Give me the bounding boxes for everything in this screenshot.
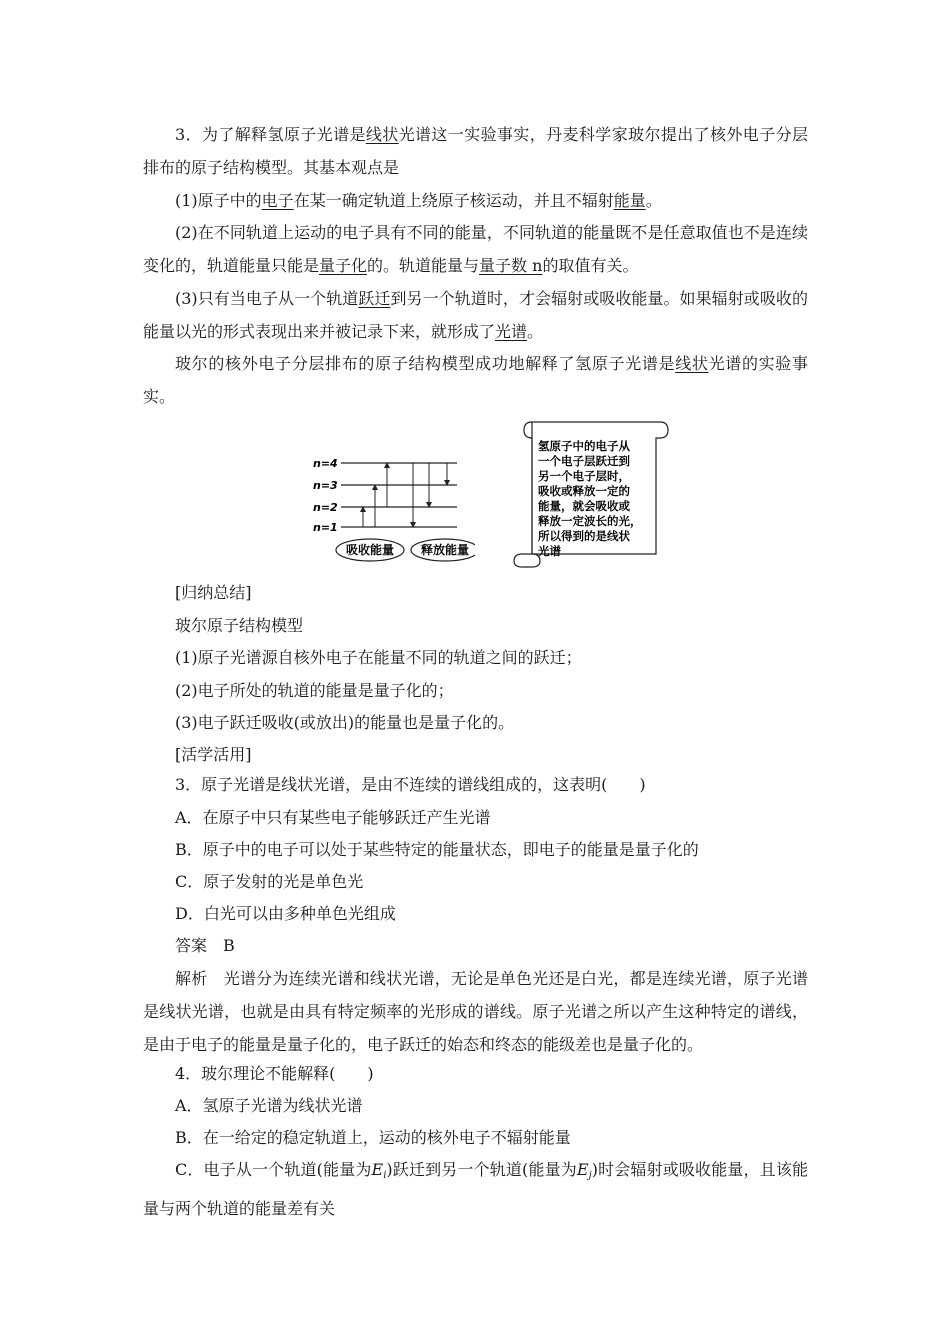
energy-level-diagram xyxy=(305,455,475,565)
underlined-term: 电子 xyxy=(261,191,294,210)
scroll-line-3: 另一个电子层时， xyxy=(538,469,630,483)
scroll-line-7: 所以得到的是线状 xyxy=(538,529,630,543)
summary-title: 玻尔原子结构模型 xyxy=(175,616,304,635)
scroll-line-6: 释放一定波长的光， xyxy=(538,514,642,528)
underlined-term: 跃迁 xyxy=(358,289,391,308)
scroll-top-curl xyxy=(524,422,532,438)
release-label: 释放能量 xyxy=(420,543,470,557)
underlined-term: 线状 xyxy=(675,354,709,373)
question-3-answer: 答案 B xyxy=(175,936,235,955)
question-3-stem: 3．原子光谱是线状光谱，是由不连续的谱线组成的，这表明( ) xyxy=(175,775,646,794)
absorb-label: 吸收能量 xyxy=(345,543,395,557)
scroll-line-1: 氢原子中的电子从 xyxy=(538,439,630,453)
text: 的。轨道能量与 xyxy=(367,256,480,275)
text: 。 xyxy=(527,322,544,341)
text: 3．为了解释氢原子光谱是 xyxy=(175,125,366,144)
underlined-term: 能量 xyxy=(613,191,646,210)
text: 光谱这一实验事实，丹麦科学家玻尔提出了核外电子分层排布的原子结构模型。其基本观点是 xyxy=(143,125,808,177)
scroll-line-4: 吸收或释放一定的 xyxy=(538,484,630,498)
text: )时会辐射或吸收能量，且该能量与两个轨道的能量差有关 xyxy=(143,1160,808,1218)
text: )跃迁到另一个轨道(能量为 xyxy=(386,1160,577,1179)
intro-paragraph-4 xyxy=(143,282,808,348)
scroll-note xyxy=(510,416,670,568)
text: 在某一确定轨道上绕原子核运动，并且不辐射 xyxy=(293,191,614,210)
text: (3)只有当电子从一个轨道 xyxy=(175,289,359,308)
text: 光谱的实验事实。 xyxy=(143,354,808,406)
intro-paragraph-2 xyxy=(143,184,808,217)
summary-heading: [归纳总结] xyxy=(175,583,252,602)
intro-paragraph-1 xyxy=(143,118,808,184)
scroll-line-5: 能量，就会吸收或 xyxy=(538,499,630,513)
question-3-option-c: C．原子发射的光是单色光 xyxy=(175,872,364,891)
text: 。 xyxy=(645,191,662,210)
underlined-term: 光谱 xyxy=(495,322,528,341)
energy-symbol: E xyxy=(576,1160,589,1179)
text: 玻尔的核外电子分层排布的原子结构模型成功地解释了氢原子光谱是 xyxy=(175,354,676,373)
practice-heading: [活学活用] xyxy=(175,745,252,764)
level-label-2: n=2 xyxy=(313,501,338,514)
text: 的取值有关。 xyxy=(542,256,639,275)
question-3-analysis: 解析 光谱分为连续光谱和线状光谱，无论是单色光还是白光，都是连续光谱，原子光谱是线状光谱，也就是由具有特定频率的光形成的谱线。原子光谱之所以产生这种特定的谱线，是由于电子的能量是量子化的，电子跃迁的始态和终态的能级差也是量子化的。 xyxy=(143,969,808,1054)
summary-item-2: (2)电子所处的轨道的能量是量子化的； xyxy=(175,681,454,700)
question-3-option-d: D．白光可以由多种单色光组成 xyxy=(175,904,396,923)
question-4-option-a: A．氢原子光谱为线状光谱 xyxy=(175,1096,363,1115)
text: (1)原子中的 xyxy=(175,191,262,210)
question-4-stem: 4．玻尔理论不能解释( ) xyxy=(175,1064,374,1083)
subscript: i xyxy=(383,1170,387,1181)
scroll-bottom-curl xyxy=(514,554,540,567)
scroll-line-8: 光谱 xyxy=(538,544,561,558)
summary-item-1: (1)原子光谱源自核外电子在能量不同的轨道之间的跃迁； xyxy=(175,648,582,667)
question-4-option-c xyxy=(143,1153,808,1225)
intro-paragraph-5 xyxy=(143,347,808,413)
underlined-term: 量子数 n xyxy=(479,256,543,275)
summary-item-3: (3)电子跃迁吸收(或放出)的能量也是量子化的。 xyxy=(175,713,515,732)
energy-symbol: E xyxy=(371,1160,384,1179)
question-4-option-b: B．在一给定的稳定轨道上，运动的核外电子不辐射能量 xyxy=(175,1128,571,1147)
level-label-3: n=3 xyxy=(313,479,338,492)
text: 到另一个轨道时，才会辐射或吸收能量。如果辐射或吸收的能量以光的形式表现出来并被记录下来，就形成了 xyxy=(143,289,808,341)
question-3-option-b: B．原子中的电子可以处于某些特定的能量状态，即电子的能量是量子化的 xyxy=(175,840,699,859)
level-label-1: n=1 xyxy=(313,521,338,534)
intro-paragraph-3 xyxy=(143,216,808,282)
level-label-4: n=4 xyxy=(313,457,338,470)
text: (2)在不同轨道上运动的电子具有不同的能量，不同轨道的能量既不是任意取值也不是连续变化的，轨道能量只能是 xyxy=(143,223,808,275)
subscript: j xyxy=(588,1170,592,1181)
underlined-term: 量子化 xyxy=(319,256,368,275)
scroll-line-2: 一个电子层跃迁到 xyxy=(538,454,630,468)
text: C．电子从一个轨道(能量为 xyxy=(175,1160,372,1179)
question-3-option-a: A．在原子中只有某些电子能够跃迁产生光谱 xyxy=(175,808,491,827)
underlined-term: 线状 xyxy=(365,125,399,144)
